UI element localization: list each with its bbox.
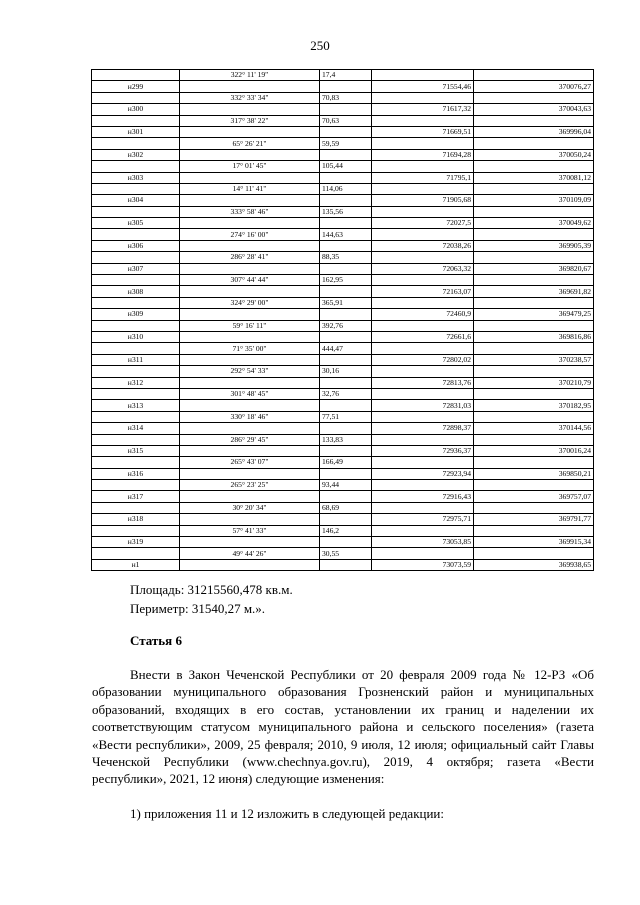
distance-cell [320,491,372,502]
x-coordinate-cell [372,388,474,399]
y-coordinate-cell: 369757,07 [474,491,594,502]
x-coordinate-cell: 71669,51 [372,126,474,137]
point-cell [92,525,180,536]
distance-cell [320,354,372,365]
angle-cell: 286° 28' 41" [180,252,320,263]
x-coordinate-cell: 72975,71 [372,514,474,525]
point-cell [92,366,180,377]
angle-cell [180,423,320,434]
angle-cell: 14° 11' 41" [180,183,320,194]
angle-cell [180,149,320,160]
y-coordinate-cell: 370238,57 [474,354,594,365]
distance-cell [320,263,372,274]
angle-cell [180,126,320,137]
angle-cell: 274° 16' 00" [180,229,320,240]
distance-cell: 105,44 [320,161,372,172]
table-row [92,388,594,399]
y-coordinate-cell: 369938,65 [474,559,594,570]
table-row [92,537,594,548]
point-cell [92,92,180,103]
point-cell [92,434,180,445]
x-coordinate-cell [372,320,474,331]
distance-cell: 70,63 [320,115,372,126]
angle-cell [180,286,320,297]
y-coordinate-cell: 370049,62 [474,218,594,229]
y-coordinate-cell [474,229,594,240]
x-coordinate-cell: 72898,37 [372,423,474,434]
table-row [92,218,594,229]
x-coordinate-cell: 71905,68 [372,195,474,206]
table-row [92,275,594,286]
point-cell: н305 [92,218,180,229]
x-coordinate-cell: 72038,26 [372,240,474,251]
y-coordinate-cell: 370144,56 [474,423,594,434]
y-coordinate-cell: 369820,67 [474,263,594,274]
distance-cell [320,514,372,525]
point-cell [92,70,180,81]
y-coordinate-cell: 369791,77 [474,514,594,525]
table-row [92,240,594,251]
angle-cell [180,309,320,320]
y-coordinate-cell: 369850,21 [474,468,594,479]
distance-cell [320,104,372,115]
angle-cell: 30° 20' 34" [180,502,320,513]
point-cell: н302 [92,149,180,160]
table-row [92,480,594,491]
x-coordinate-cell: 71554,46 [372,81,474,92]
angle-cell [180,377,320,388]
table-row [92,70,594,81]
angle-cell: 59° 16' 11" [180,320,320,331]
x-coordinate-cell: 72802,02 [372,354,474,365]
angle-cell: 332° 33' 34" [180,92,320,103]
table-row [92,263,594,274]
distance-cell [320,400,372,411]
y-coordinate-cell: 369996,04 [474,126,594,137]
x-coordinate-cell [372,457,474,468]
table-row [92,252,594,263]
x-coordinate-cell [372,138,474,149]
y-coordinate-cell [474,548,594,559]
distance-cell: 133,83 [320,434,372,445]
distance-cell [320,172,372,183]
y-coordinate-cell: 370182,95 [474,400,594,411]
distance-cell: 59,59 [320,138,372,149]
y-coordinate-cell [474,343,594,354]
distance-cell: 166,49 [320,457,372,468]
coordinates-table-body [92,70,594,571]
angle-cell [180,104,320,115]
x-coordinate-cell [372,411,474,422]
point-cell: н318 [92,514,180,525]
angle-cell: 324° 29' 00" [180,297,320,308]
point-cell: н311 [92,354,180,365]
y-coordinate-cell: 370081,12 [474,172,594,183]
point-cell [92,229,180,240]
angle-cell [180,491,320,502]
angle-cell [180,468,320,479]
angle-cell: 71° 35' 00" [180,343,320,354]
x-coordinate-cell: 71694,28 [372,149,474,160]
table-row [92,115,594,126]
y-coordinate-cell: 369905,39 [474,240,594,251]
perimeter-text: Периметр: 31540,27 м.». [130,601,266,616]
y-coordinate-cell: 370016,24 [474,445,594,456]
table-row [92,514,594,525]
distance-cell: 93,44 [320,480,372,491]
point-cell [92,115,180,126]
y-coordinate-cell [474,366,594,377]
y-coordinate-cell [474,320,594,331]
angle-cell: 57° 41' 33" [180,525,320,536]
table-row [92,195,594,206]
table-row [92,457,594,468]
x-coordinate-cell: 72936,37 [372,445,474,456]
distance-cell [320,195,372,206]
y-coordinate-cell [474,502,594,513]
x-coordinate-cell: 72923,94 [372,468,474,479]
x-coordinate-cell: 72661,6 [372,331,474,342]
amendment-item-1: 1) приложения 11 и 12 изложить в следующей редакции: [130,806,444,821]
y-coordinate-cell [474,70,594,81]
table-row [92,286,594,297]
distance-cell: 30,55 [320,548,372,559]
point-cell: н315 [92,445,180,456]
point-cell: н307 [92,263,180,274]
y-coordinate-cell [474,434,594,445]
x-coordinate-cell [372,252,474,263]
y-coordinate-cell: 370050,24 [474,149,594,160]
point-cell: н313 [92,400,180,411]
table-row [92,343,594,354]
x-coordinate-cell: 71795,1 [372,172,474,183]
table-row [92,366,594,377]
y-coordinate-cell: 369816,86 [474,331,594,342]
point-cell [92,502,180,513]
point-cell: н308 [92,286,180,297]
angle-cell: 307° 44' 44" [180,275,320,286]
y-coordinate-cell: 370109,09 [474,195,594,206]
table-row [92,229,594,240]
distance-cell: 68,69 [320,502,372,513]
angle-cell: 49° 44' 26" [180,548,320,559]
y-coordinate-cell [474,457,594,468]
point-cell: н319 [92,537,180,548]
table-row [92,434,594,445]
x-coordinate-cell: 72460,9 [372,309,474,320]
angle-cell: 301° 48' 45" [180,388,320,399]
point-cell: н316 [92,468,180,479]
table-row [92,320,594,331]
distance-cell: 392,76 [320,320,372,331]
table-row [92,559,594,570]
y-coordinate-cell: 370043,63 [474,104,594,115]
point-cell: н310 [92,331,180,342]
distance-cell: 146,2 [320,525,372,536]
x-coordinate-cell [372,206,474,217]
distance-cell: 114,06 [320,183,372,194]
distance-cell: 144,63 [320,229,372,240]
x-coordinate-cell: 72916,43 [372,491,474,502]
point-cell: н314 [92,423,180,434]
x-coordinate-cell [372,183,474,194]
table-row [92,331,594,342]
point-cell: н317 [92,491,180,502]
table-row [92,377,594,388]
distance-cell: 17,4 [320,70,372,81]
x-coordinate-cell: 72063,32 [372,263,474,274]
table-row [92,104,594,115]
x-coordinate-cell [372,297,474,308]
distance-cell [320,423,372,434]
distance-cell: 88,35 [320,252,372,263]
table-row [92,423,594,434]
angle-cell: 322° 11' 19" [180,70,320,81]
angle-cell [180,354,320,365]
angle-cell: 317° 38' 22" [180,115,320,126]
table-row [92,468,594,479]
y-coordinate-cell [474,480,594,491]
angle-cell [180,559,320,570]
y-coordinate-cell: 369915,34 [474,537,594,548]
point-cell [92,388,180,399]
distance-cell [320,240,372,251]
table-row [92,491,594,502]
point-cell [92,411,180,422]
angle-cell [180,537,320,548]
table-row [92,445,594,456]
area-text: Площадь: 31215560,478 кв.м. [130,582,293,597]
y-coordinate-cell [474,92,594,103]
y-coordinate-cell: 370076,27 [474,81,594,92]
point-cell: н1 [92,559,180,570]
point-cell [92,548,180,559]
point-cell [92,183,180,194]
point-cell: н301 [92,126,180,137]
point-cell [92,252,180,263]
y-coordinate-cell [474,138,594,149]
y-coordinate-cell [474,183,594,194]
y-coordinate-cell [474,297,594,308]
distance-cell [320,377,372,388]
table-row [92,548,594,559]
y-coordinate-cell [474,115,594,126]
table-row [92,354,594,365]
point-cell [92,320,180,331]
angle-cell [180,514,320,525]
y-coordinate-cell [474,275,594,286]
x-coordinate-cell [372,502,474,513]
distance-cell [320,149,372,160]
y-coordinate-cell: 370210,79 [474,377,594,388]
point-cell: н299 [92,81,180,92]
table-row [92,138,594,149]
table-row [92,411,594,422]
distance-cell: 162,95 [320,275,372,286]
x-coordinate-cell: 71617,32 [372,104,474,115]
table-row [92,92,594,103]
distance-cell [320,81,372,92]
angle-cell: 65° 26' 21" [180,138,320,149]
distance-cell: 32,76 [320,388,372,399]
angle-cell: 17° 01' 45" [180,161,320,172]
x-coordinate-cell [372,70,474,81]
y-coordinate-cell [474,252,594,263]
article-title: Статья 6 [130,633,182,648]
x-coordinate-cell [372,480,474,491]
x-coordinate-cell: 72831,03 [372,400,474,411]
distance-cell [320,537,372,548]
distance-cell [320,218,372,229]
point-cell [92,457,180,468]
distance-cell [320,126,372,137]
table-row [92,81,594,92]
x-coordinate-cell: 72163,07 [372,286,474,297]
coordinates-table [91,69,594,571]
distance-cell [320,286,372,297]
table-row [92,126,594,137]
distance-cell [320,309,372,320]
page-number: 250 [310,38,330,53]
x-coordinate-cell [372,434,474,445]
x-coordinate-cell [372,161,474,172]
angle-cell: 330° 18' 46" [180,411,320,422]
angle-cell: 292° 54' 33" [180,366,320,377]
x-coordinate-cell [372,548,474,559]
point-cell: н309 [92,309,180,320]
angle-cell [180,445,320,456]
table-row [92,149,594,160]
distance-cell [320,559,372,570]
amendment-paragraph: Внести в Закон Чеченской Республики от 20 февраля 2009 года № 12-РЗ «Об образовании муниципального образования Грозненский район и муниципальных образований, входящих в его состав, установлении их границ и наделении их соответствующим статусом муниципального района и сельского поселения» (газета «Вести республики», 2009, 25 февраля; 2010, 9 июля, 12 июля; официальный сайт Главы Чеченской Республики (www.chechnya.gov.ru), 2019, 4 октября; газета «Вести республики», 2021, 12 июня) следующие изменения: [92,667,594,787]
point-cell [92,275,180,286]
x-coordinate-cell [372,229,474,240]
angle-cell: 286° 29' 45" [180,434,320,445]
distance-cell: 444,47 [320,343,372,354]
distance-cell: 77,51 [320,411,372,422]
angle-cell [180,172,320,183]
point-cell: н303 [92,172,180,183]
table-row [92,297,594,308]
angle-cell [180,400,320,411]
point-cell: н312 [92,377,180,388]
angle-cell: 265° 43' 07" [180,457,320,468]
angle-cell [180,331,320,342]
table-row [92,502,594,513]
point-cell [92,297,180,308]
point-cell: н306 [92,240,180,251]
table-row [92,206,594,217]
angle-cell [180,81,320,92]
point-cell: н304 [92,195,180,206]
x-coordinate-cell [372,115,474,126]
x-coordinate-cell: 72813,76 [372,377,474,388]
table-row [92,525,594,536]
distance-cell [320,331,372,342]
table-row [92,183,594,194]
x-coordinate-cell: 73073,59 [372,559,474,570]
angle-cell: 265° 23' 25" [180,480,320,491]
x-coordinate-cell [372,366,474,377]
point-cell [92,206,180,217]
y-coordinate-cell [474,411,594,422]
distance-cell: 135,56 [320,206,372,217]
x-coordinate-cell [372,525,474,536]
y-coordinate-cell [474,206,594,217]
angle-cell [180,240,320,251]
y-coordinate-cell: 369691,82 [474,286,594,297]
point-cell [92,343,180,354]
x-coordinate-cell [372,92,474,103]
x-coordinate-cell [372,343,474,354]
distance-cell: 70,83 [320,92,372,103]
point-cell [92,480,180,491]
point-cell: н300 [92,104,180,115]
y-coordinate-cell [474,388,594,399]
x-coordinate-cell: 73053,85 [372,537,474,548]
table-row [92,309,594,320]
distance-cell [320,445,372,456]
distance-cell [320,468,372,479]
distance-cell: 365,91 [320,297,372,308]
x-coordinate-cell: 72027,5 [372,218,474,229]
angle-cell [180,218,320,229]
angle-cell: 333° 58' 46" [180,206,320,217]
y-coordinate-cell [474,161,594,172]
coordinates-table-container [91,69,593,571]
table-row [92,400,594,411]
x-coordinate-cell [372,275,474,286]
table-row [92,161,594,172]
y-coordinate-cell [474,525,594,536]
table-row [92,172,594,183]
angle-cell [180,195,320,206]
y-coordinate-cell: 369479,25 [474,309,594,320]
point-cell [92,138,180,149]
point-cell [92,161,180,172]
distance-cell: 30,16 [320,366,372,377]
angle-cell [180,263,320,274]
